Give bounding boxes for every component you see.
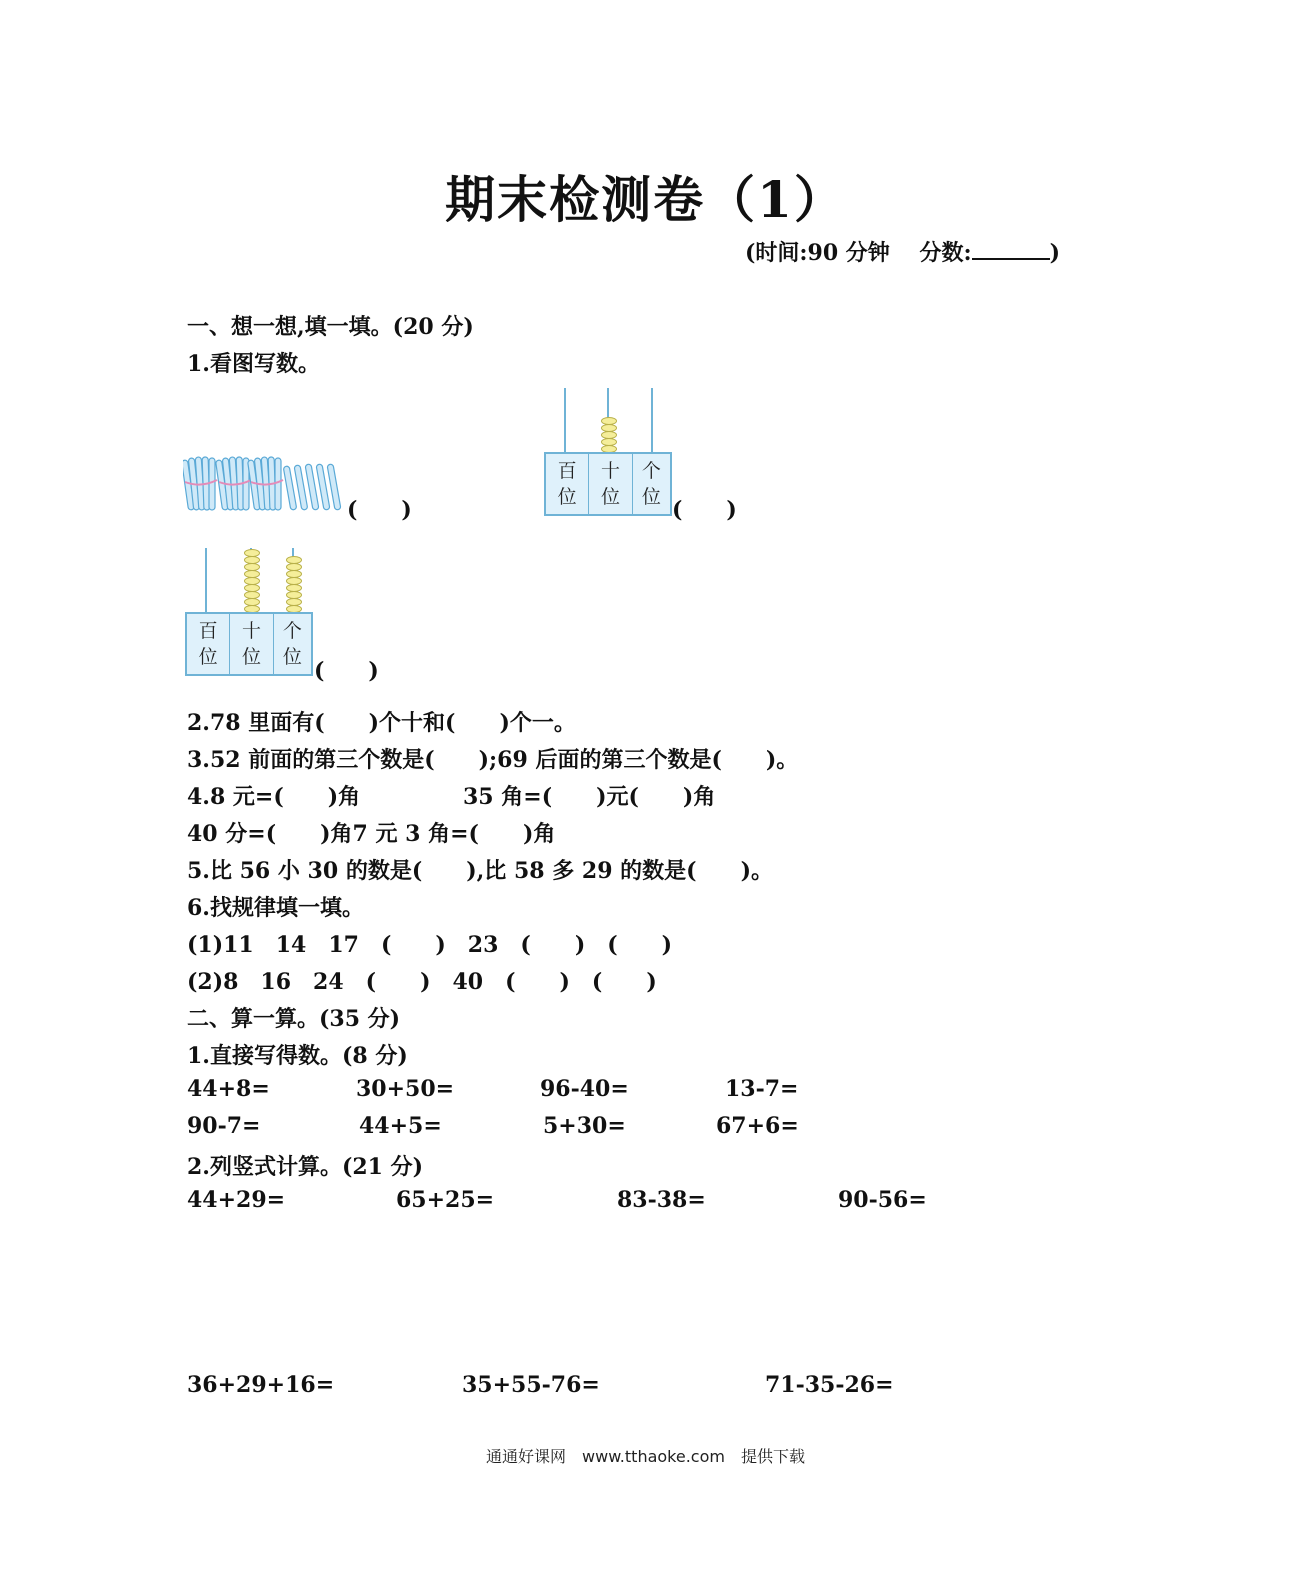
exam-info-suffix: ): [1049, 240, 1061, 266]
vertical-calc-item: 65+25=: [396, 1187, 495, 1213]
abacus-bead: [601, 431, 617, 439]
abacus-bead: [244, 577, 260, 585]
abacus-bead: [244, 556, 260, 564]
abacus-bead: [244, 570, 260, 578]
answer-paren-abacus-a[interactable]: ( ): [672, 497, 737, 523]
answer-paren-bundles[interactable]: ( ): [347, 497, 412, 523]
abacus-rod-ones: [651, 388, 653, 454]
place-ones: 个 位: [632, 454, 670, 514]
mental-calc-item: 96-40=: [540, 1076, 629, 1102]
abacus-bead: [286, 598, 302, 606]
q4-part2: 35 角=( )元( )角: [463, 784, 716, 810]
section2-heading: 二、算一算。(35 分): [187, 1006, 401, 1032]
q6-label: 6.找规律填一填。: [187, 895, 364, 921]
vertical-calc-item: 36+29+16=: [187, 1372, 335, 1398]
q5-text: 5.比 56 小 30 的数是( ),比 58 多 29 的数是( )。: [187, 858, 773, 884]
q6-seq2: (2)8 16 24 ( ) 40 ( ) ( ): [187, 969, 657, 995]
abacus-bead: [244, 563, 260, 571]
q3-text: 3.52 前面的第三个数是( );69 后面的第三个数是( )。: [187, 747, 799, 773]
q2-text: 2.78 里面有( )个十和( )个一。: [187, 710, 576, 736]
footer-credit: 通通好课网 www.tthaoke.com 提供下载: [486, 1447, 805, 1466]
abacus-b-place-box: [185, 612, 313, 676]
single-sticks: [283, 464, 341, 510]
abacus-rod-hundreds: [205, 548, 207, 614]
vertical-calc-item: 35+55-76=: [462, 1372, 600, 1398]
stick-bundles-image: [183, 452, 348, 516]
abacus-bead: [286, 563, 302, 571]
abacus-bead: [244, 549, 260, 557]
abacus-bead: [601, 417, 617, 425]
abacus-bead: [601, 424, 617, 432]
q4-part1: 4.8 元=( )角: [187, 784, 361, 810]
ten-bundle: [183, 457, 217, 510]
vertical-calc-item: 44+29=: [187, 1187, 286, 1213]
ten-bundle: [248, 457, 283, 510]
s2-q2-label: 2.列竖式计算。(21 分): [187, 1154, 424, 1180]
place-ones: 个 位: [273, 614, 311, 674]
vertical-calc-item: 71-35-26=: [765, 1372, 894, 1398]
abacus-rod-hundreds: [564, 388, 566, 454]
mental-calc-item: 90-7=: [187, 1113, 261, 1139]
mental-calc-item: 44+8=: [187, 1076, 270, 1102]
mental-calc-item: 44+5=: [359, 1113, 442, 1139]
exam-info-prefix: (时间:90 分钟 分数:: [745, 240, 972, 266]
ten-bundle: [216, 457, 251, 510]
abacus-bead: [286, 570, 302, 578]
abacus-bead: [286, 584, 302, 592]
abacus-bead: [286, 556, 302, 564]
exam-info: [745, 236, 1060, 267]
place-tens: 十 位: [588, 454, 631, 514]
q6-seq1: (1)11 14 17 ( ) 23 ( ) ( ): [187, 932, 673, 958]
mental-calc-item: 67+6=: [716, 1113, 799, 1139]
abacus-bead: [601, 438, 617, 446]
mental-calc-item: 5+30=: [543, 1113, 626, 1139]
q1-label: 1.看图写数。: [187, 351, 320, 377]
place-tens: 十 位: [229, 614, 272, 674]
section1-heading: 一、想一想,填一填。(20 分): [187, 314, 474, 340]
vertical-calc-item: 83-38=: [617, 1187, 706, 1213]
abacus-bead: [286, 591, 302, 599]
place-hundreds: 百 位: [557, 460, 577, 508]
mental-calc-item: 30+50=: [356, 1076, 455, 1102]
answer-paren-abacus-b[interactable]: ( ): [314, 658, 379, 684]
abacus-a-place-box: [544, 452, 672, 516]
abacus-bead: [244, 584, 260, 592]
vertical-calc-item: 90-56=: [838, 1187, 927, 1213]
abacus-b: [185, 548, 313, 676]
q4-part3: 40 分=( )角7 元 3 角=( )角: [187, 821, 556, 847]
s2-q1-label: 1.直接写得数。(8 分): [187, 1043, 408, 1069]
page-title: 期末检测卷（1）: [445, 170, 846, 229]
abacus-bead: [244, 598, 260, 606]
score-blank[interactable]: [972, 238, 1050, 260]
abacus-a: [544, 388, 672, 516]
abacus-bead: [244, 591, 260, 599]
abacus-bead: [286, 577, 302, 585]
mental-calc-item: 13-7=: [725, 1076, 799, 1102]
place-hundreds: 百 位: [198, 620, 218, 668]
